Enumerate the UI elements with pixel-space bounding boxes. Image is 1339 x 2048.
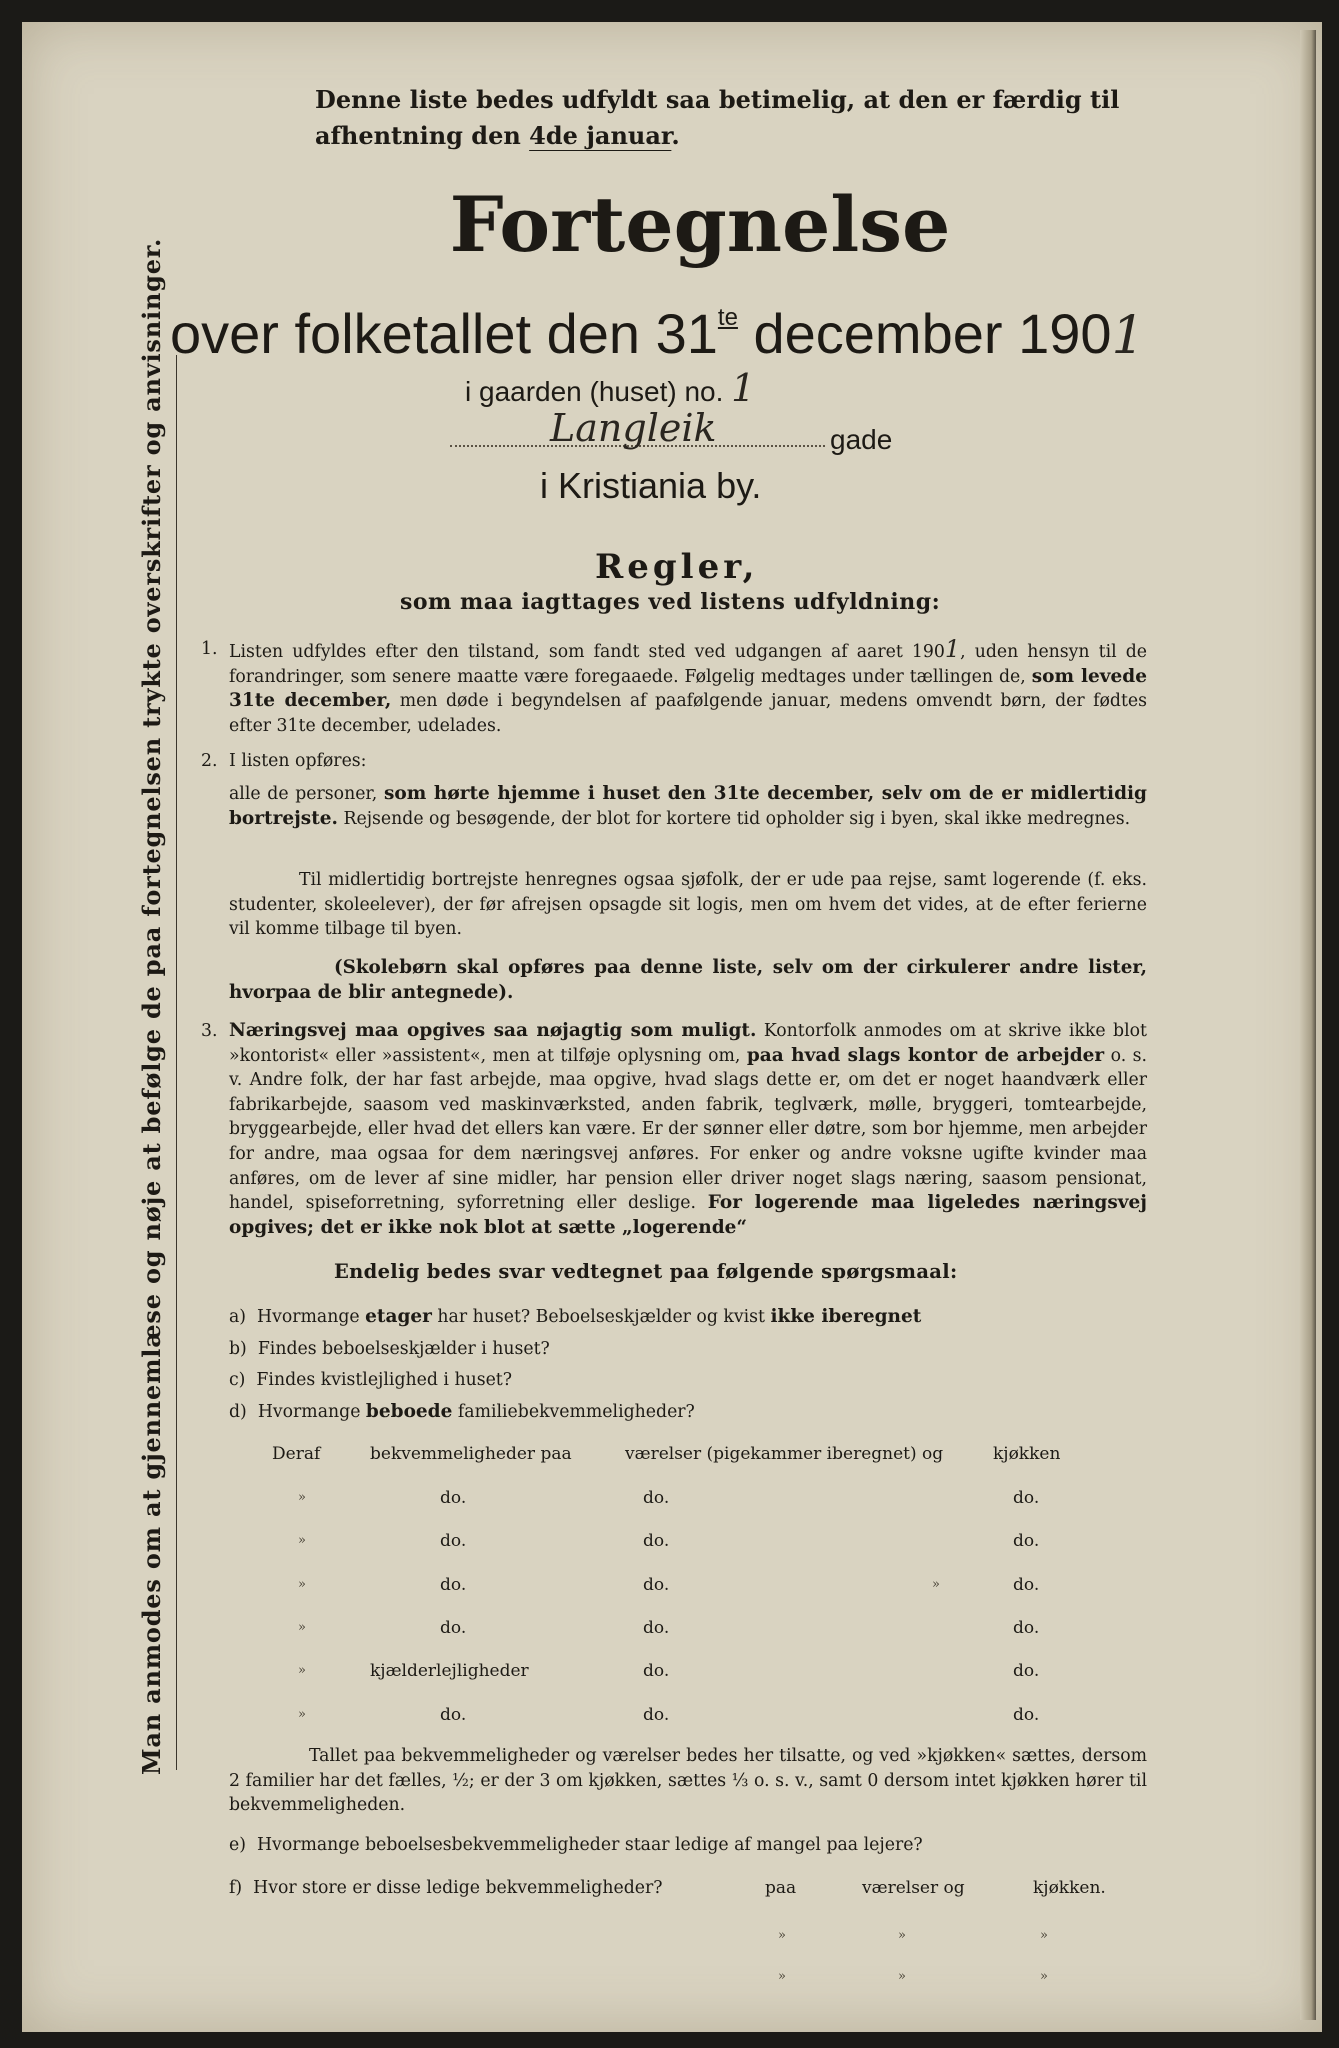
subtitle-text: over folketallet den 31 bbox=[170, 302, 718, 365]
rule-3-bold: For logerende maa ligeledes næringsvej opgives; det er ikke nok blot at sætte „logerende“ bbox=[229, 1192, 1147, 1238]
table-cell: do. bbox=[643, 1575, 670, 1595]
ditto-mark: » bbox=[778, 1928, 786, 1943]
handwritten-year: 1 bbox=[1111, 306, 1145, 366]
table-cell: do. bbox=[643, 1531, 670, 1551]
rule-1-part: men døde i begyndelsen af paafølgende januar, medens omvendt børn, der fødtes efter 31te december, udelades. bbox=[229, 691, 1147, 736]
rules-subheading: som maa iagttages ved listens udfyldning: bbox=[400, 589, 941, 615]
question-bold: beboede bbox=[365, 1401, 453, 1422]
city-line: i Kristiania by. bbox=[540, 465, 762, 506]
side-instruction: Man anmodes om at gjennemlæse og nøje at befølge de paa fortegnelsen trykte overskrifter og anvisninger. bbox=[137, 237, 166, 1775]
rule-2-text bbox=[229, 782, 1147, 831]
table-cell-basement: kjælderlejligheder bbox=[370, 1661, 529, 1681]
question-d bbox=[229, 1400, 695, 1424]
rule-1-part: , uden hensyn til de forandringer, som senere maatte være foregaaede. Følgelig medtages under tællingen de, bbox=[229, 642, 1147, 687]
rule-2-part: Rejsende og besøgende, der blot for kortere tid opholder sig i byen, skal ikke medregnes. bbox=[343, 808, 1131, 829]
table-header-units: bekvemmeligheder paa bbox=[370, 1444, 572, 1464]
ditto-mark: » bbox=[932, 1577, 940, 1592]
question-bold: etager bbox=[365, 1306, 432, 1327]
house-label: i gaarden (huset) no. bbox=[465, 376, 724, 407]
notice-text: Denne liste bedes udfyldt saa betimelig, at den er færdig til afhentning den bbox=[315, 85, 1120, 150]
table-cell: do. bbox=[440, 1618, 467, 1638]
ditto-mark: » bbox=[898, 1969, 906, 1984]
ditto-mark: » bbox=[298, 1707, 306, 1722]
question-label: b) bbox=[229, 1339, 247, 1359]
pickup-date: 4de januar bbox=[529, 121, 672, 150]
subtitle-month: december 190 bbox=[753, 302, 1112, 365]
ditto-mark: » bbox=[298, 1663, 306, 1678]
table-cell: do. bbox=[643, 1661, 670, 1681]
question-a bbox=[229, 1305, 921, 1329]
table-header-rooms: værelser (pigekammer iberegnet) og bbox=[625, 1444, 944, 1464]
question-f-kitchen: kjøkken. bbox=[1033, 1878, 1106, 1898]
rule-2-paragraph-3: (Skolebørn skal opføres paa denne liste, selv om der cirkulerer andre lister, hvorpaa de blir antegnede). bbox=[229, 957, 1147, 1003]
rule-2-intro: I listen opføres: bbox=[229, 751, 367, 771]
rule-2-paragraph-2: Til midlertidig bortrejste henregnes ogsaa sjøfolk, der er ude paa rejse, samt logerende (f. eks. studenter, skoleelever), der før afrejsen opsagde sit logis, men om hvem det vides, at de efter ferierne vil komme tilbage til byen. bbox=[229, 870, 1147, 940]
table-cell: do. bbox=[643, 1705, 670, 1725]
handwritten-house-number: 1 bbox=[731, 366, 756, 410]
question-text: Hvormange beboelsesbekvemmeligheder staar ledige af mangel paa lejere? bbox=[256, 1835, 923, 1855]
rule-3-part: o. s. v. Andre folk, der har fast arbejde, maa opgive, hvad slags dette er, om det er noget haandværk eller fabrikarbejde, saasom ved maskinværksted, anden fabrik, teglværk, mølle, bryggeri, tomtearbejde, bryggearbejde, eller hvad det ellers kan være. Er der sønner eller døtre, som bor hjemme, men arbejder for andre, maa ogsaa for dem næringsvej anføres. For enker og andre voksne ugifte kvinder maa anføres, om de lever af sine midler, har pension eller driver noget slags næring, saasom pensionat, handel, spiseforretning, syforretning eller deslige. bbox=[229, 1045, 1148, 1214]
table-header-deraf: Deraf bbox=[272, 1444, 321, 1464]
question-text: familiebekvemmeligheder? bbox=[457, 1402, 695, 1422]
rule-3-text bbox=[229, 1019, 1147, 1240]
question-text: Hvor store er disse ledige bekvemmeligheder? bbox=[253, 1878, 663, 1898]
question-f-rooms: værelser og bbox=[862, 1878, 965, 1898]
question-text: har huset? Beboelseskjælder og kvist bbox=[437, 1307, 765, 1327]
table-cell: do. bbox=[440, 1705, 467, 1725]
page-title: Fortegnelse bbox=[449, 180, 951, 269]
handwritten-street-name: Langleik bbox=[550, 406, 717, 450]
ditto-mark: » bbox=[298, 1533, 306, 1548]
fraction-note: Tallet paa bekvemmeligheder og værelser bedes her tilsatte, og ved »kjøkken« sættes, dersom 2 familier har det fælles, ½; er der 3 om kjøkken, sættes ⅓ o. s. v., samt 0 dersom intet kjøkken hører til bekvemmeligheden. bbox=[229, 1746, 1147, 1816]
street-suffix: gade bbox=[830, 424, 893, 455]
notice-end: . bbox=[671, 121, 680, 150]
question-f-units: paa bbox=[765, 1878, 797, 1898]
rule-1-number: 1. bbox=[201, 639, 218, 659]
question-text: Hvormange bbox=[257, 1402, 361, 1422]
table-header-kitchen: kjøkken bbox=[993, 1444, 1061, 1464]
question-label: e) bbox=[229, 1835, 246, 1855]
question-b bbox=[229, 1337, 550, 1361]
question-c bbox=[229, 1368, 512, 1392]
table-cell: do. bbox=[440, 1488, 467, 1508]
question-e bbox=[229, 1833, 923, 1857]
subtitle-ordinal: te bbox=[717, 304, 738, 331]
table-cell: do. bbox=[1013, 1575, 1040, 1595]
table-cell: do. bbox=[440, 1575, 467, 1595]
table-cell: do. bbox=[643, 1488, 670, 1508]
question-bold: ikke iberegnet bbox=[770, 1306, 922, 1327]
rule-3-bold: Næringsvej maa opgives saa nøjagtig som muligt. bbox=[229, 1020, 757, 1041]
ditto-mark: » bbox=[298, 1490, 306, 1505]
rule-1-part: Listen udfyldes efter den tilstand, som fandt sted ved udgangen af aaret 190 bbox=[229, 642, 945, 662]
table-cell: do. bbox=[1013, 1488, 1040, 1508]
table-cell: do. bbox=[440, 1531, 467, 1551]
question-text: Hvormange bbox=[257, 1307, 360, 1327]
question-label: f) bbox=[229, 1878, 243, 1898]
rule-1-text bbox=[229, 637, 1147, 738]
question-f bbox=[229, 1876, 663, 1900]
question-text: Findes kvistlejlighed i huset? bbox=[256, 1370, 513, 1390]
rule-2-part: alle de personer, bbox=[229, 784, 378, 804]
pickup-notice bbox=[315, 82, 1165, 154]
rule-3-number: 3. bbox=[201, 1021, 218, 1041]
side-rule-line bbox=[176, 355, 177, 1770]
question-label: a) bbox=[229, 1307, 247, 1327]
questions-heading: Endelig bedes svar vedtegnet paa følgende spørgsmaal: bbox=[334, 1260, 958, 1283]
census-subtitle bbox=[170, 283, 1170, 371]
table-cell: do. bbox=[643, 1618, 670, 1638]
rule-2-number: 2. bbox=[201, 751, 218, 771]
rule-2-bold: som hørte hjemme i huset den 31te december, selv om de er midlertidig bortrejste. bbox=[229, 783, 1147, 829]
page-edge bbox=[1300, 30, 1316, 2020]
ditto-mark: » bbox=[1040, 1928, 1048, 1943]
question-label: c) bbox=[229, 1370, 246, 1390]
rule-3-bold: paa hvad slags kontor de arbejder bbox=[746, 1044, 1105, 1066]
street-line bbox=[450, 406, 893, 460]
ditto-mark: » bbox=[778, 1969, 786, 1984]
rules-heading: Regler, bbox=[595, 547, 759, 587]
question-text: Findes beboelseskjælder i huset? bbox=[257, 1339, 550, 1359]
rule-3-part: Kontorfolk anmodes om at skrive ikke blot »kontorist« eller »assistent«, men at tilføje oplysning om, bbox=[229, 1021, 1147, 1066]
table-cell: do. bbox=[1013, 1531, 1040, 1551]
ditto-mark: » bbox=[898, 1928, 906, 1943]
table-cell: do. bbox=[1013, 1661, 1040, 1681]
ditto-mark: » bbox=[298, 1577, 306, 1592]
table-cell: do. bbox=[1013, 1618, 1040, 1638]
table-cell: do. bbox=[1013, 1705, 1040, 1725]
rule-1-bold: som levede 31te december, bbox=[229, 665, 1148, 712]
ditto-mark: » bbox=[298, 1620, 306, 1635]
question-label: d) bbox=[229, 1402, 247, 1422]
ditto-mark: » bbox=[1040, 1969, 1048, 1984]
handwritten-year: 1 bbox=[944, 635, 961, 663]
